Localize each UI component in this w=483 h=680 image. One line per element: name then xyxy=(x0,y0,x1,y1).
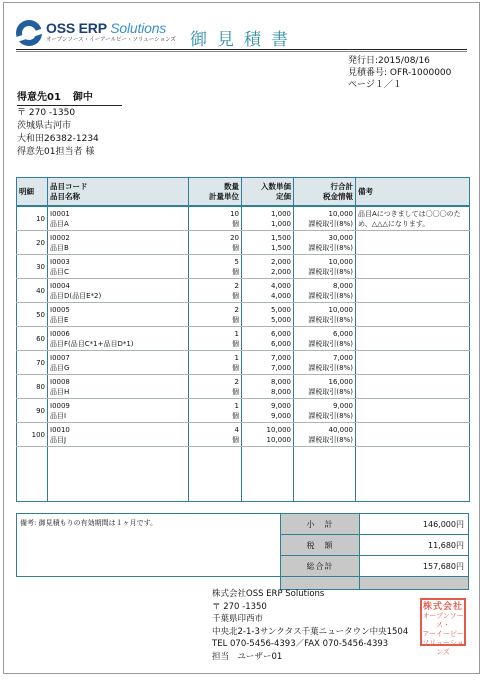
table-row: 30 I0003 品目C 5 個 2,000 2,000 10,000 課税取引(8%) xyxy=(17,255,470,279)
customer-postal: 〒 270 -1350 xyxy=(17,108,76,118)
customer-address2: 大和田26382-1234 xyxy=(17,134,99,144)
quote-document xyxy=(3,2,480,674)
document-meta xyxy=(348,55,451,91)
col-price: 入数単価 定価 xyxy=(242,178,294,207)
table-row: 10 I0001 品目A 10 個 1,000 1,000 10,000 課税取引(8%) 品目Aにつきましては〇〇〇のため、△△△になります。 xyxy=(17,206,470,231)
remarks: 備考: 御見積もりの有効期間は１ヶ月です。 xyxy=(16,513,280,577)
table-row: 40 I0004 品目D(品目E*2) 2 個 4,000 4,000 8,000 課税取引(8%) xyxy=(17,279,470,303)
issuer-address2: 中央北2-1-3サンクタス千葉ニュータウン中央1504 xyxy=(212,626,409,637)
table-row: 60 I0006 品目F(品目C*1+品目D*1) 1 個 6,000 6,000 6,000 課税取引(8%) xyxy=(17,327,470,351)
col-line: 明細 xyxy=(17,178,48,207)
tax-value: 11,680円 xyxy=(360,535,469,556)
total-value: 157,680円 xyxy=(360,556,469,577)
subtotal-value: 146,000円 xyxy=(360,514,469,535)
table-row: 80 I0008 品目H 2 個 8,000 8,000 16,000 課税取引(8%) xyxy=(17,375,470,399)
table-row: 100 I0010 品目J 4 個 10,000 10,000 40,000 課税取引(8%) xyxy=(17,423,470,447)
items-table xyxy=(16,177,470,502)
subtotal-label: 小 計 xyxy=(281,514,360,535)
col-note: 備考 xyxy=(356,178,470,207)
customer-block xyxy=(17,91,122,159)
issuer-person: 担当 ユーザー01 xyxy=(212,651,283,662)
quote-number: 見積番号: OFR-1000000 xyxy=(348,68,452,78)
company-seal-stamp: 株式会社 オープンソース・ アーイーピー ソリューションズ xyxy=(420,598,466,646)
customer-name: 得意先01 御中 xyxy=(17,91,122,106)
table-row: 90 I0009 品目I 1 個 9,000 9,000 9,000 課税取引(8%) xyxy=(17,399,470,423)
table-row: 50 I0005 品目E 2 個 5,000 5,000 10,000 課税取引(8%) xyxy=(17,303,470,327)
issuer-address1: 千葉県印西市 xyxy=(212,614,264,624)
col-code-name: 品目コード 品目名称 xyxy=(48,178,189,207)
table-row: 70 I0007 品目G 1 個 7,000 7,000 7,000 課税取引(8%) xyxy=(17,351,470,375)
header-divider xyxy=(16,49,467,50)
issuer-postal: 〒 270 -1350 xyxy=(212,601,267,612)
header-divider-2 xyxy=(16,51,467,52)
total-row xyxy=(281,556,469,577)
issuer-block xyxy=(212,588,408,663)
logo-globe-icon xyxy=(16,20,42,46)
table-row: 20 I0002 品目B 20 個 1,500 1,500 30,000 課税取引(8%) xyxy=(17,231,470,255)
table-header-row xyxy=(17,178,470,207)
customer-contact: 得意先01担当者 様 xyxy=(17,147,95,157)
tax-label: 税 額 xyxy=(281,535,360,556)
logo-tagline: オープンソース・イーアールピー・ソリューションズ xyxy=(46,37,176,43)
issuer-name: 株式会社OSS ERP Solutions xyxy=(212,589,325,599)
tax-row xyxy=(281,535,469,556)
issuer-contact: TEL 070-5456-4393／FAX 070-5456-4393 xyxy=(212,639,389,649)
logo-name: OSS ERP Solutions xyxy=(46,20,167,36)
customer-address1: 茨城県古河市 xyxy=(17,121,72,131)
col-amount-tax: 行合計 税金情報 xyxy=(294,178,356,207)
page-number: ページ１／１ xyxy=(348,80,402,90)
company-logo xyxy=(16,20,176,46)
subtotal-row xyxy=(281,514,469,535)
total-label: 総合計 xyxy=(281,556,360,577)
issue-date: 発行日:2015/08/16 xyxy=(348,56,430,66)
table-empty-row xyxy=(17,447,470,502)
totals-table xyxy=(280,513,469,590)
document-title: 御見積書 xyxy=(190,30,298,50)
col-qty-unit: 数量 計量単位 xyxy=(189,178,242,207)
